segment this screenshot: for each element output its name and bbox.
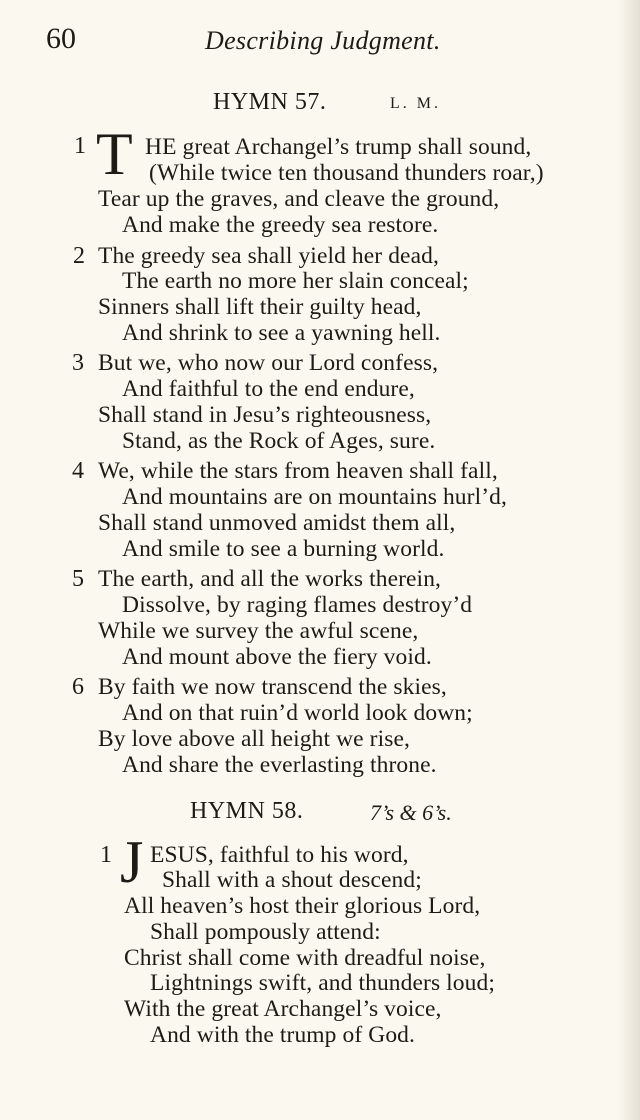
verse-line: And on that ruin’d world look down; (122, 700, 473, 726)
drop-cap: T (96, 121, 133, 187)
verse-line: And mountains are on mountains hurl’d, (122, 484, 507, 510)
verse-number: 5 (72, 566, 84, 592)
verse-line: And make the greedy sea restore. (122, 212, 439, 238)
verse-line: Stand, as the Rock of Ages, sure. (122, 428, 436, 454)
verse-line: The earth, and all the works therein, (98, 566, 442, 592)
page-header (0, 22, 640, 62)
verse-number: 3 (72, 350, 84, 376)
verse-line: And smile to see a burning world. (122, 536, 445, 562)
page-gutter-shadow (618, 0, 640, 1120)
verse-line: Christ shall come with dreadful noise, (124, 945, 486, 971)
verse-line: But we, who now our Lord confess, (98, 350, 439, 376)
verse-line: Dissolve, by raging flames destroy’d (122, 592, 473, 618)
page-number: 60 (46, 22, 76, 55)
verse-line: Shall with a shout descend; (162, 867, 422, 893)
verse-line: We, while the stars from heaven shall fall, (98, 458, 498, 484)
verse-number: 1 (100, 842, 112, 868)
hymn-meter: L. M. (390, 95, 441, 112)
verse-line: And shrink to see a yawning hell. (122, 320, 441, 346)
verse-line: ESUS, faithful to his word, (150, 842, 409, 868)
running-head: Describing Judgment. (205, 26, 441, 55)
hymn-title: HYMN 58. (190, 798, 304, 824)
verse-line: HE great Archangel’s trump shall sound, (145, 134, 532, 160)
verse-line: Shall pompously attend: (150, 919, 381, 945)
verse-line: By love above all height we rise, (98, 726, 410, 752)
verse-line: While we survey the awful scene, (98, 618, 419, 644)
hymn-meter: 7’s & 6’s. (370, 800, 452, 825)
verse-line: And faithful to the end endure, (122, 376, 415, 402)
verse-line: And share the everlasting throne. (122, 752, 437, 778)
verse-line: The greedy sea shall yield her dead, (98, 243, 439, 269)
verse-line: Sinners shall lift their guilty head, (98, 294, 422, 320)
verse-line: By faith we now transcend the skies, (98, 674, 447, 700)
verse-number: 6 (72, 674, 84, 700)
hymn-title: HYMN 57. (213, 89, 327, 115)
verse-line: All heaven’s host their glorious Lord, (124, 893, 481, 919)
verse-line: The earth no more her slain conceal; (122, 268, 469, 294)
verse-number: 1 (74, 133, 86, 159)
verse-line: (While twice ten thousand thunders roar,) (149, 160, 544, 186)
verse-line: With the great Archangel’s voice, (124, 996, 442, 1022)
verse-line: Shall stand unmoved amidst them all, (98, 510, 456, 536)
verse-line: Tear up the graves, and cleave the ground, (98, 186, 500, 212)
verse-number: 2 (73, 243, 85, 269)
verse-line: Shall stand in Jesu’s righteousness, (98, 402, 432, 428)
verse-line: And mount above the fiery void. (122, 644, 432, 670)
verse-number: 4 (72, 458, 84, 484)
verse-line: And with the trump of God. (150, 1022, 415, 1048)
drop-cap: J (120, 829, 144, 895)
verse-line: Lightnings swift, and thunders loud; (150, 970, 495, 996)
